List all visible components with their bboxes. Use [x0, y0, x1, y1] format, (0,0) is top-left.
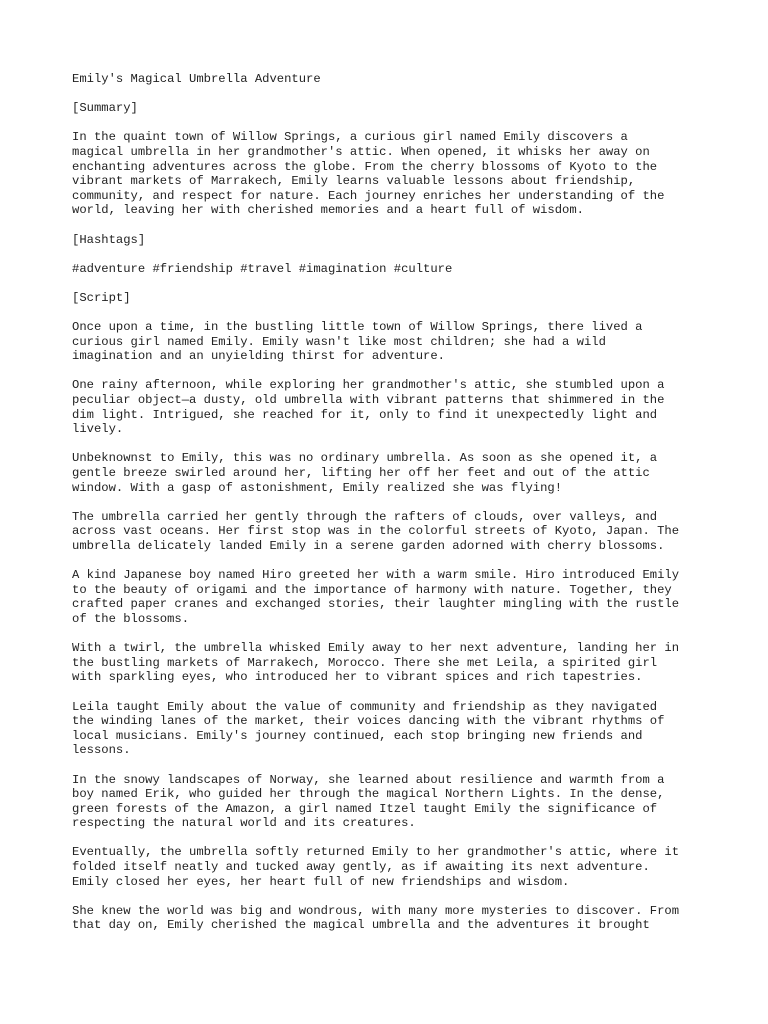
script-paragraph — [72, 641, 712, 685]
script-heading: [Script] — [72, 290, 131, 305]
summary-heading: [Summary] — [72, 101, 138, 116]
script-paragraph — [72, 904, 712, 933]
summary-paragraph — [72, 130, 712, 218]
document-title: Emily's Magical Umbrella Adventure — [72, 72, 321, 86]
script-paragraph — [72, 451, 712, 495]
script-line: to the beauty of origami and the importance of harmony with nature. Together, they — [72, 582, 672, 597]
script-paragraph — [72, 378, 712, 436]
script-line: green forests of the Amazon, a girl named Itzel taught Emily the significance of — [72, 801, 658, 816]
script-body — [72, 320, 712, 933]
summary-line: vibrant markets of Marrakech, Emily learns valuable lessons about friendship, — [72, 174, 636, 189]
script-line: the bustling markets of Marrakech, Morocco. There she met Leila, a spirited girl — [72, 655, 658, 670]
script-line: With a twirl, the umbrella whisked Emily away to her next adventure, landing her in — [72, 641, 680, 656]
script-line: crafted paper cranes and exchanged stories, their laughter mingling with the rustle — [72, 597, 680, 612]
script-paragraph — [72, 773, 712, 831]
document-page — [72, 72, 712, 948]
script-paragraph — [72, 568, 712, 626]
script-line: curious girl named Emily. Emily wasn't like most children; she had a wild — [72, 334, 606, 349]
script-line: that day on, Emily cherished the magical umbrella and the adventures it brought — [72, 918, 650, 933]
script-line: Eventually, the umbrella softly returned Emily to her grandmother's attic, where it — [72, 845, 680, 860]
script-paragraph — [72, 320, 712, 364]
script-line: dim light. Intrigued, she reached for it, only to find it unexpectedly light and — [72, 407, 658, 422]
script-line: imagination and an unyielding thirst for adventure. — [72, 349, 445, 364]
script-paragraph — [72, 510, 712, 554]
script-line: gentle breeze swirled around her, lifting her off her feet and out of the attic — [72, 466, 650, 481]
summary-line: magical umbrella in her grandmother's attic. When opened, it whisks her away on — [72, 144, 650, 159]
hashtags-heading: [Hashtags] — [72, 232, 146, 247]
script-line: of the blossoms. — [72, 611, 190, 626]
script-line: across vast oceans. Her first stop was in the colorful streets of Kyoto, Japan. The — [72, 524, 680, 539]
script-line: local musicians. Emily's journey continued, each stop bringing new friends and — [72, 728, 643, 743]
hashtags-line: #adventure #friendship #travel #imagination #culture — [72, 261, 453, 276]
script-line: A kind Japanese boy named Hiro greeted her with a warm smile. Hiro introduced Emily — [72, 568, 680, 583]
script-line: the winding lanes of the market, their voices dancing with the vibrant rhythms of — [72, 714, 665, 729]
script-line: Unbeknownst to Emily, this was no ordinary umbrella. As soon as she opened it, a — [72, 451, 658, 466]
script-line: peculiar object—a dusty, old umbrella with vibrant patterns that shimmered in the — [72, 393, 665, 408]
script-line: window. With a gasp of astonishment, Emily realized she was flying! — [72, 480, 563, 495]
script-line: boy named Erik, who guided her through the magical Northern Lights. In the dense, — [72, 787, 665, 802]
script-paragraph — [72, 845, 712, 889]
script-line: The umbrella carried her gently through the rafters of clouds, over valleys, and — [72, 509, 658, 524]
script-line: Emily closed her eyes, her heart full of new friendships and wisdom. — [72, 874, 570, 889]
script-line: One rainy afternoon, while exploring her grandmother's attic, she stumbled upon a — [72, 378, 665, 393]
script-line: She knew the world was big and wondrous, with many more mysteries to discover. From — [72, 903, 680, 918]
summary-line: world, leaving her with cherished memories and a heart full of wisdom. — [72, 203, 584, 218]
script-line: In the snowy landscapes of Norway, she learned about resilience and warmth from a — [72, 772, 665, 787]
script-paragraph — [72, 700, 712, 758]
summary-line: community, and respect for nature. Each journey enriches her understanding of the — [72, 188, 665, 203]
script-line: lively. — [72, 422, 124, 437]
script-line: Leila taught Emily about the value of community and friendship as they navigated — [72, 699, 658, 714]
script-line: Once upon a time, in the bustling little town of Willow Springs, there lived a — [72, 320, 643, 335]
script-line: lessons. — [72, 743, 131, 758]
summary-line: enchanting adventures across the globe. From the cherry blossoms of Kyoto to the — [72, 159, 658, 174]
summary-line: In the quaint town of Willow Springs, a curious girl named Emily discovers a — [72, 130, 628, 145]
script-line: umbrella delicately landed Emily in a serene garden adorned with cherry blossoms. — [72, 539, 665, 553]
script-line: with sparkling eyes, who introduced her to vibrant spices and rich tapestries. — [72, 670, 643, 685]
script-line: respecting the natural world and its creatures. — [72, 816, 416, 831]
script-line: folded itself neatly and tucked away gently, as if awaiting its next adventure. — [72, 860, 650, 875]
